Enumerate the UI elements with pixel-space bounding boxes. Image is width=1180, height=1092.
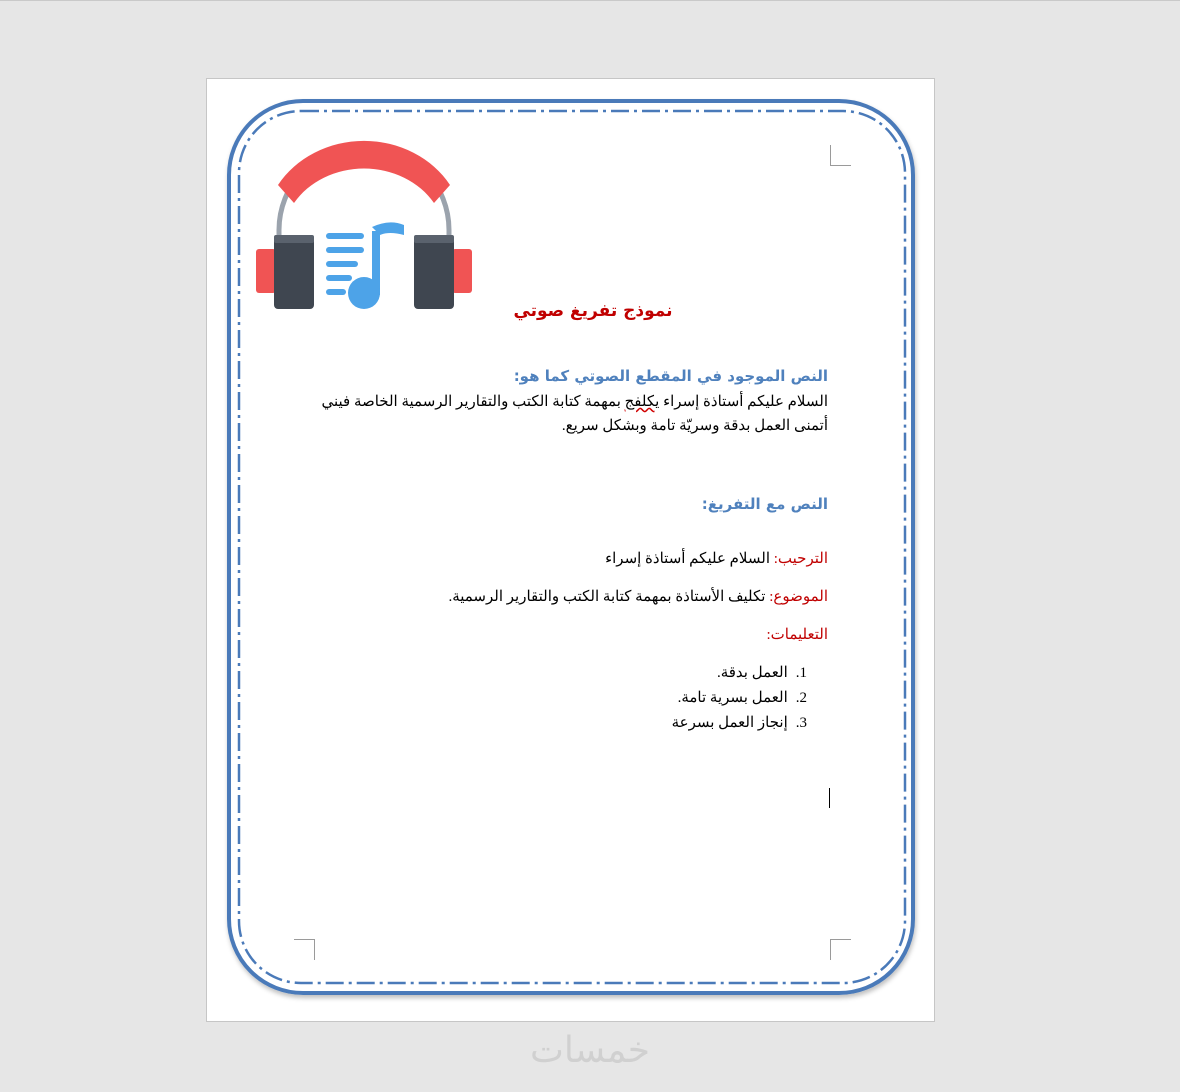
greeting-label: الترحيب: bbox=[773, 551, 828, 567]
instructions-list bbox=[507, 661, 807, 736]
list-item-number: 1. bbox=[795, 665, 807, 681]
transcription-section bbox=[308, 495, 828, 513]
margin-corner-bottom-left bbox=[294, 939, 315, 960]
original-text-body bbox=[308, 390, 828, 438]
original-text-heading: النص الموجود في المقطع الصوتي كما هو: bbox=[513, 367, 828, 385]
text-cursor bbox=[829, 788, 830, 808]
list-item-text: العمل بدقة. bbox=[716, 665, 788, 681]
instructions-label: التعليمات: bbox=[766, 627, 828, 643]
list-item bbox=[507, 686, 807, 711]
greeting-line bbox=[308, 549, 828, 568]
list-item-text: إنجاز العمل بسرعة bbox=[671, 715, 788, 731]
transcription-heading: النص مع التفريغ: bbox=[701, 495, 828, 513]
original-text-line1-start: السلام عليكم أستاذة إسراء bbox=[659, 394, 828, 410]
list-item bbox=[507, 711, 807, 736]
margin-corner-top-right bbox=[830, 145, 851, 166]
document-page[interactable] bbox=[206, 78, 935, 1022]
original-text-line1-end: بمهمة كتابة الكتب والتقارير الرسمية الخاصة فيني bbox=[321, 394, 625, 410]
margin-corner-bottom-right bbox=[830, 939, 851, 960]
topic-text: تكليف الأستاذة بمهمة كتابة الكتب والتقارير الرسمية. bbox=[448, 589, 770, 605]
misspelled-word[interactable]: يكلفج bbox=[624, 394, 660, 410]
topic-label: الموضوع: bbox=[769, 589, 828, 605]
window-top-border bbox=[0, 0, 1180, 1]
list-item-number: 2. bbox=[795, 690, 807, 706]
list-item bbox=[507, 661, 807, 686]
topic-line bbox=[308, 587, 828, 606]
list-item-number: 3. bbox=[795, 715, 807, 731]
original-text-section bbox=[308, 367, 828, 438]
document-title: نموذج تفريغ صوتي bbox=[513, 301, 673, 321]
original-text-line2: أتمنى العمل بدقة وسريّة تامة وبشكل سريع. bbox=[561, 418, 828, 434]
greeting-text: السلام عليكم أستاذة إسراء bbox=[605, 551, 774, 567]
headphones-music-note-icon bbox=[254, 135, 474, 315]
instructions-line bbox=[308, 625, 828, 644]
list-item-text: العمل بسرية تامة. bbox=[677, 690, 788, 706]
watermark-logo: خمسات bbox=[529, 1030, 651, 1071]
